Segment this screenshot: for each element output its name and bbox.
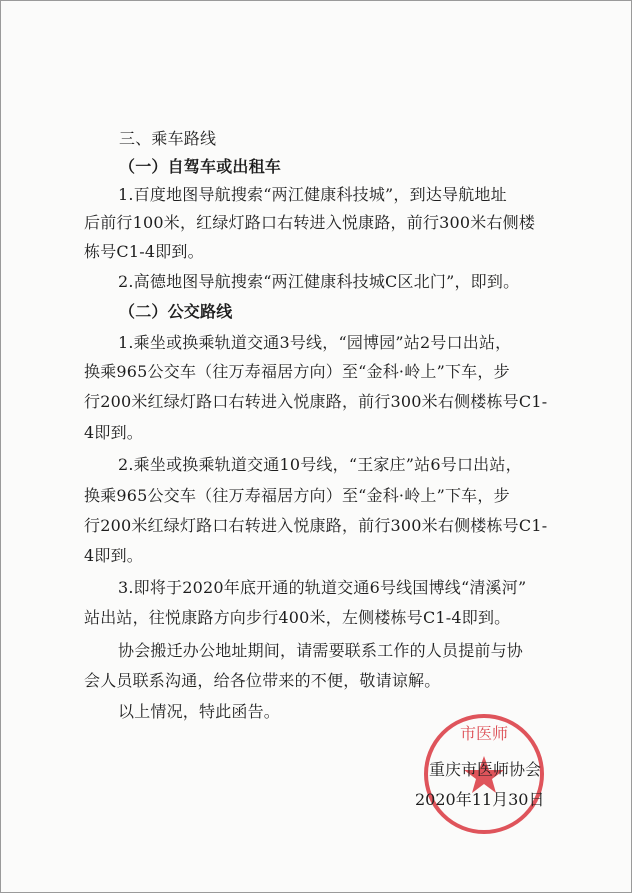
- paragraph-line: 2.高德地图导航搜索“两江健康科技城C区北门”，即到。: [118, 272, 520, 291]
- paragraph-line: 2.乘坐或换乘轨道交通10号线，“王家庄”站6号口出站，: [118, 455, 522, 474]
- subsection-heading: （二）公交路线: [119, 302, 233, 321]
- signature-date: 2020年11月30日: [415, 790, 545, 809]
- paragraph-line: 1.乘坐或换乘轨道交通3号线，“园博园”站2号口出站，: [118, 333, 512, 352]
- paragraph-line: 会人员联系沟通，给各位带来的不便，敬请谅解。: [84, 671, 441, 690]
- closing-text: 以上情况，特此函告。: [118, 702, 281, 721]
- paragraph-line: 后前行100米，红绿灯路口右转进入悦康路，前行300米右侧楼: [84, 213, 536, 232]
- paragraph-line: 换乘965公交车（往万寿福居方向）至“金科·岭上”下车，步: [84, 486, 510, 505]
- paragraph-line: 行200米红绿灯路口右转进入悦康路，前行300米右侧楼栋号C1-: [84, 392, 548, 411]
- paragraph-line: 栋号C1-4即到。: [84, 242, 204, 261]
- paragraph-line: 协会搬迁办公地址期间，请需要联系工作的人员提前与协: [118, 641, 524, 660]
- paragraph-line: 4即到。: [84, 423, 143, 442]
- paragraph-line: 1.百度地图导航搜索“两江健康科技城”，到达导航地址: [118, 185, 507, 204]
- svg-text:市医师: 市医师: [459, 724, 509, 743]
- paragraph-line: 换乘965公交车（往万寿福居方向）至“金科·岭上”下车，步: [84, 362, 510, 381]
- paragraph-line: 4即到。: [84, 546, 143, 565]
- subsection-heading: （一）自驾车或出租车: [119, 157, 282, 176]
- paragraph-line: 行200米红绿灯路口右转进入悦康路，前行300米右侧楼栋号C1-: [84, 516, 548, 535]
- signature-organization: 重庆市医师协会: [429, 760, 542, 779]
- paragraph-line: 3.即将于2020年底开通的轨道交通6号线国博线“清溪河”: [118, 578, 527, 597]
- section-title: 三、乘车路线: [119, 129, 217, 148]
- paragraph-line: 站出站，往悦康路方向步行400米，左侧楼栋号C1-4即到。: [84, 608, 511, 627]
